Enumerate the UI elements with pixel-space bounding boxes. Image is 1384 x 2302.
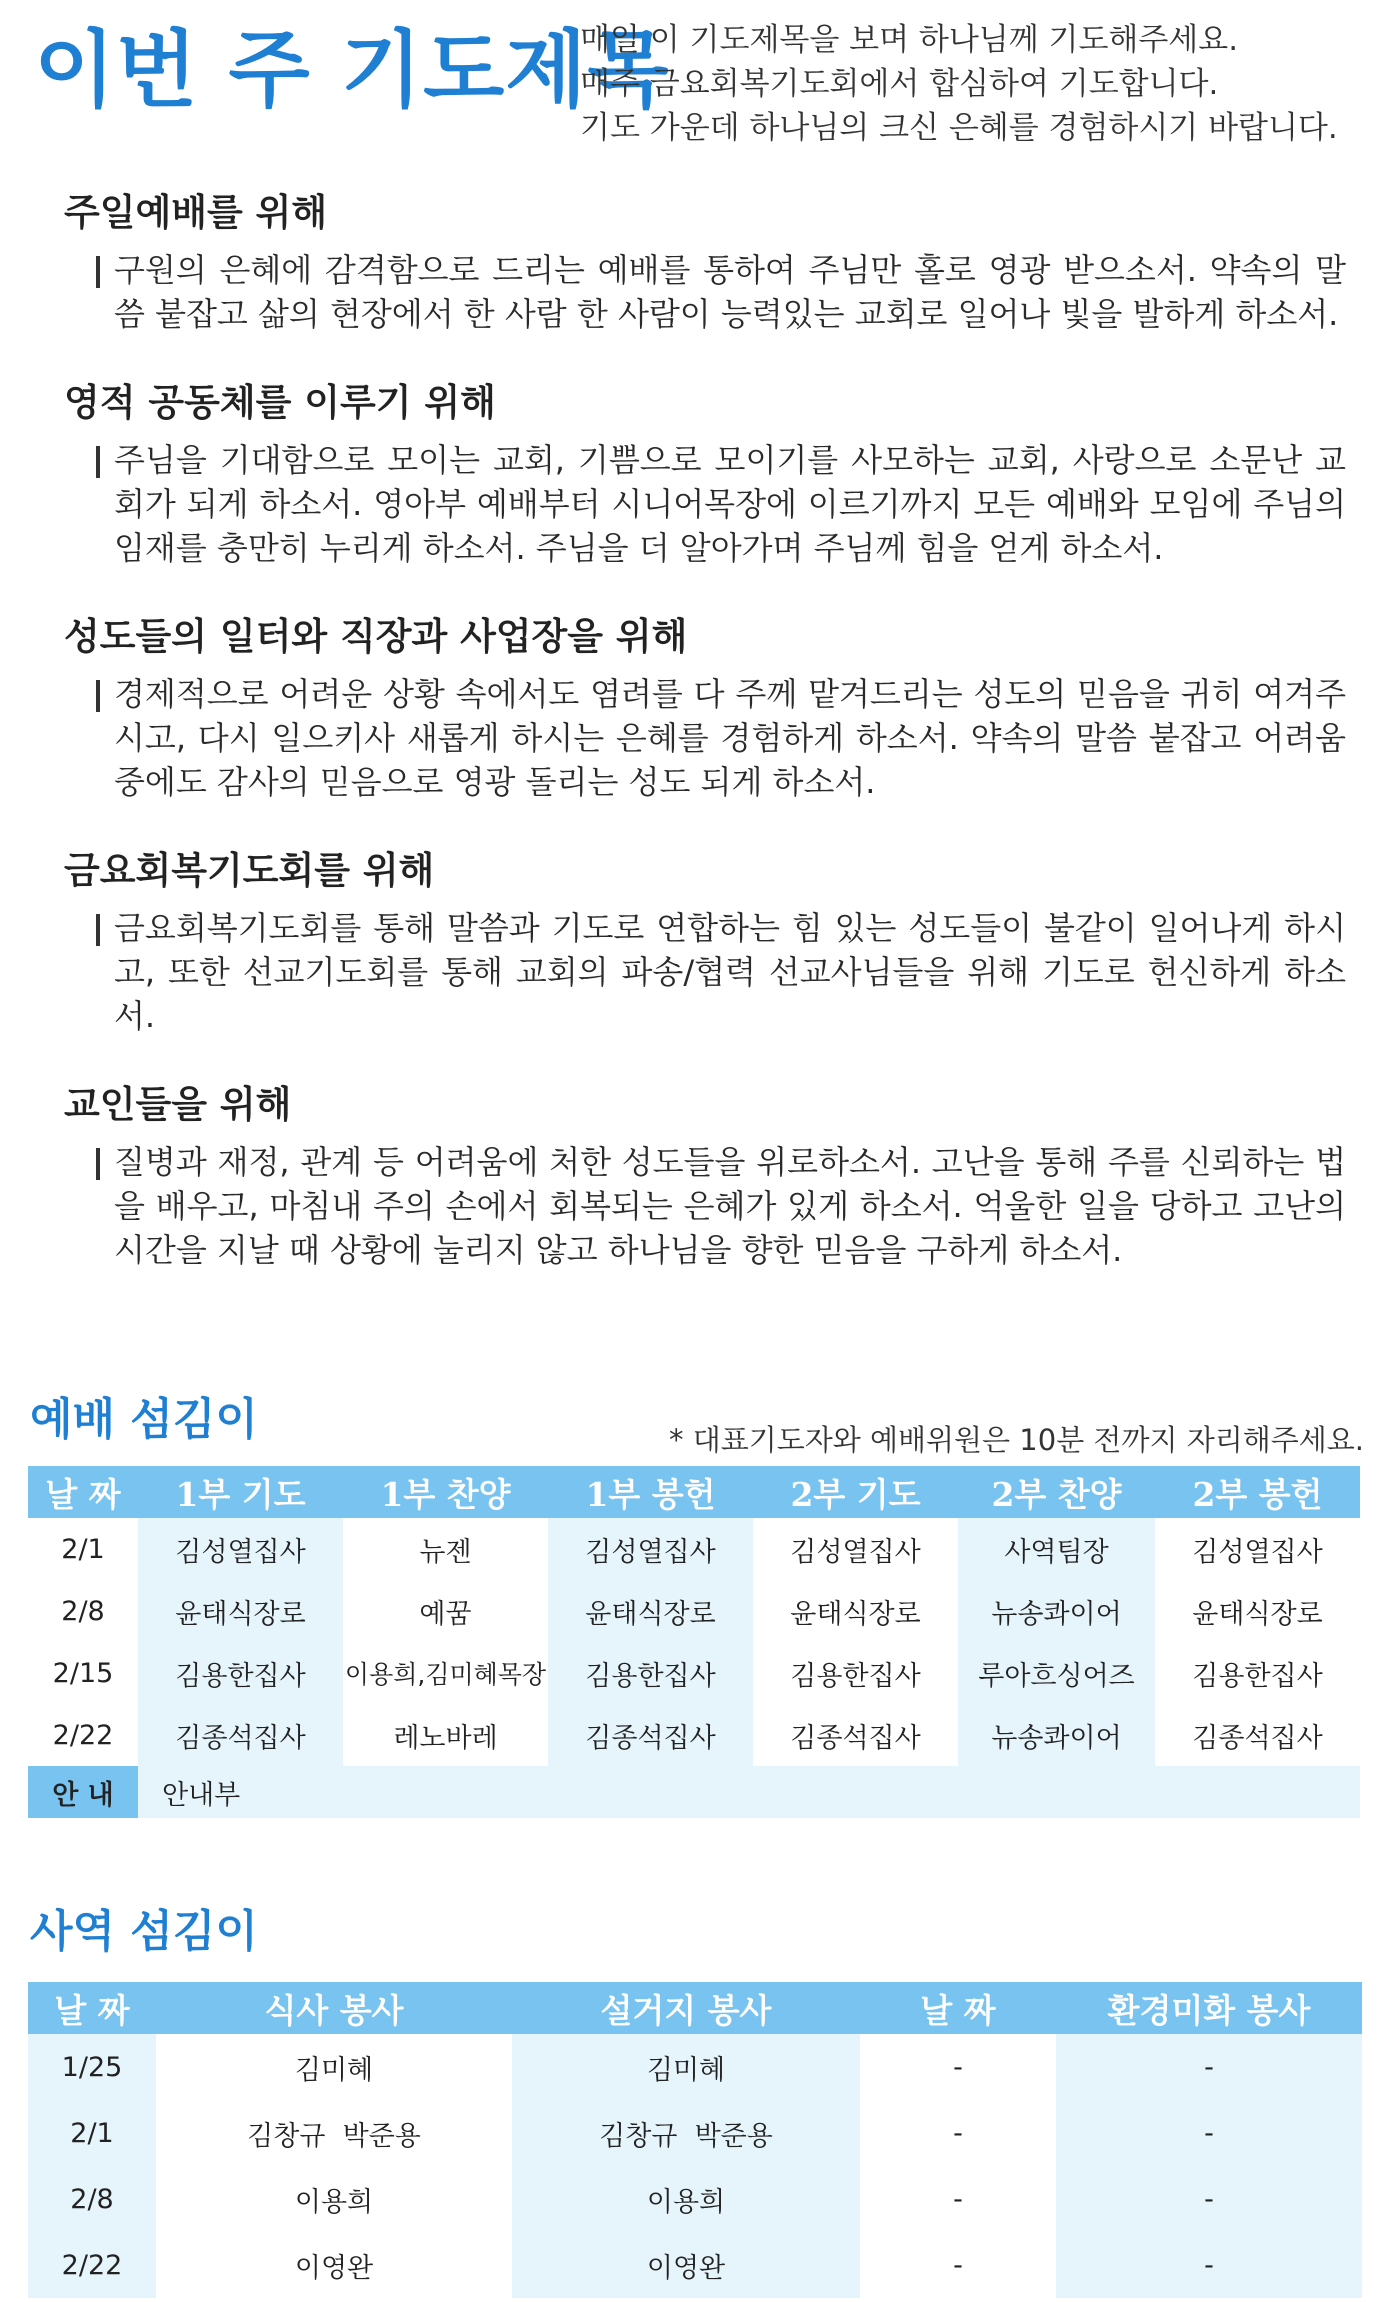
prayer-item bbox=[64, 1082, 1346, 1272]
page-title: 이번 주 기도제목 bbox=[34, 21, 670, 119]
intro-line: 매일 이 기도제목을 보며 하나님께 기도해주세요. bbox=[580, 22, 1239, 58]
table-cell: 루아흐싱어즈 bbox=[958, 1642, 1155, 1704]
table-cell: - bbox=[1056, 2034, 1362, 2100]
table-cell: 김종석집사 bbox=[138, 1704, 343, 1766]
ministry-table bbox=[28, 1982, 1362, 2298]
prayer-topics bbox=[64, 190, 1346, 1316]
table-cell: 김성열집사 bbox=[1192, 1536, 1323, 1568]
intro-line: 매주 금요회복기도회에서 합심하여 기도합니다. bbox=[580, 66, 1219, 102]
table-row bbox=[28, 2166, 1362, 2232]
table-cell: 김용한집사 bbox=[790, 1660, 921, 1692]
table-header-row bbox=[28, 1982, 1362, 2034]
table-cell: 이용희 bbox=[294, 2186, 374, 2218]
table-cell: 예꿈 bbox=[419, 1598, 472, 1630]
table-cell: 윤태식장로 bbox=[790, 1598, 921, 1630]
prayer-body: 주님을 기대함으로 모이는 교회, 기쁨으로 모이기를 사모하는 교회, 사랑으로 소문난 교회가 되게 하소서. 영아부 예배부터 시니어목장에 이르기까지 모든 예배와 모임에 주님의 임재를 충만히 누리게 하소서. 주님을 더 알아가며 주님께 힘을 얻게 하소서. bbox=[96, 438, 1346, 570]
table-cell: - bbox=[953, 2051, 963, 2083]
guide-value: 안내부 bbox=[138, 1766, 1360, 1818]
table-cell: 2/1 bbox=[28, 1518, 138, 1580]
table-cell: 뉴송콰이어 bbox=[958, 1704, 1155, 1766]
table-cell: 이영완 bbox=[294, 2252, 374, 2284]
table-cell: 윤태식장로 bbox=[548, 1580, 753, 1642]
prayer-title: 영적 공동체를 이루기 위해 bbox=[64, 381, 496, 424]
column-header: 1부 찬양 bbox=[343, 1466, 548, 1518]
table-cell: 김종석집사 bbox=[1192, 1722, 1323, 1754]
table-cell: - bbox=[1056, 2166, 1362, 2232]
table-cell: 김미혜 bbox=[512, 2034, 860, 2100]
table-cell: 이용희,김미혜목장 bbox=[344, 1660, 547, 1689]
column-header: 식사 봉사 bbox=[156, 1982, 512, 2034]
table-header-row bbox=[28, 1466, 1360, 1518]
table-cell: - bbox=[953, 2183, 963, 2215]
prayer-body: 경제적으로 어려운 상황 속에서도 염려를 다 주께 맡겨드리는 성도의 믿음을 귀히 여겨주시고, 다시 일으키사 새롭게 하시는 은혜를 경험하게 하소서. 약속의 말씀 붙잡고 어려움 중에도 감사의 믿음으로 영광 돌리는 성도 되게 하소서. bbox=[96, 672, 1346, 804]
table-cell: 김미혜 bbox=[294, 2054, 374, 2086]
column-header: 2부 봉헌 bbox=[1155, 1466, 1360, 1518]
table-row bbox=[28, 1580, 1360, 1642]
prayer-body: 금요회복기도회를 통해 말씀과 기도로 연합하는 힘 있는 성도들이 불같이 일어나게 하시고, 또한 선교기도회를 통해 교회의 파송/협력 선교사님들을 위해 기도로 헌신하게 하소서. bbox=[96, 906, 1346, 1038]
table-cell: 김용한집사 bbox=[1192, 1660, 1323, 1692]
table-cell: 2/22 bbox=[28, 1704, 138, 1766]
table-row bbox=[28, 2034, 1362, 2100]
table-cell: - bbox=[953, 2117, 963, 2149]
table-cell: 뉴젠 bbox=[419, 1536, 472, 1568]
table-cell: 2/1 bbox=[28, 2100, 156, 2166]
ministry-section-title: 사역 섬김이 bbox=[30, 1906, 258, 1957]
intro-line: 기도 가운데 하나님의 크신 은혜를 경험하시기 바랍니다. bbox=[580, 110, 1338, 146]
table-cell: 레노바레 bbox=[393, 1722, 498, 1754]
table-cell: - bbox=[953, 2249, 963, 2281]
table-cell: 김성열집사 bbox=[548, 1518, 753, 1580]
column-header: 2부 기도 bbox=[753, 1466, 958, 1518]
column-header: 설거지 봉사 bbox=[512, 1982, 860, 2034]
guide-label: 안 내 bbox=[28, 1766, 138, 1818]
prayer-title: 성도들의 일터와 직장과 사업장을 위해 bbox=[64, 615, 688, 658]
table-cell: 1/25 bbox=[28, 2034, 156, 2100]
table-cell: 김종석집사 bbox=[790, 1722, 921, 1754]
worship-table bbox=[28, 1466, 1360, 1818]
table-cell: 윤태식장로 bbox=[138, 1580, 343, 1642]
column-header: 날 짜 bbox=[28, 1982, 156, 2034]
table-cell: 김성열집사 bbox=[138, 1518, 343, 1580]
column-header: 1부 기도 bbox=[138, 1466, 343, 1518]
table-cell: 2/22 bbox=[28, 2232, 156, 2298]
prayer-item bbox=[64, 190, 1346, 336]
prayer-item bbox=[64, 380, 1346, 570]
table-cell: - bbox=[1056, 2100, 1362, 2166]
prayer-item bbox=[64, 848, 1346, 1038]
table-cell: 사역팀장 bbox=[958, 1518, 1155, 1580]
table-cell: - bbox=[1056, 2232, 1362, 2298]
table-row bbox=[28, 2232, 1362, 2298]
table-cell: 이용희 bbox=[512, 2166, 860, 2232]
prayer-title: 주일예배를 위해 bbox=[64, 191, 328, 234]
table-row bbox=[28, 1518, 1360, 1580]
column-header: 1부 봉헌 bbox=[548, 1466, 753, 1518]
table-cell: 김종석집사 bbox=[548, 1704, 753, 1766]
table-row bbox=[28, 1704, 1360, 1766]
prayer-body: 질병과 재정, 관계 등 어려움에 처한 성도들을 위로하소서. 고난을 통해 주를 신뢰하는 법을 배우고, 마침내 주의 손에서 회복되는 은혜가 있게 하소서. 억울한 일을 당하고 고난의 시간을 지날 때 상황에 눌리지 않고 하나님을 향한 믿음을 구하게 하소서. bbox=[96, 1140, 1346, 1272]
worship-section-title: 예배 섬김이 bbox=[30, 1394, 258, 1445]
prayer-title: 금요회복기도회를 위해 bbox=[64, 849, 435, 892]
column-header: 환경미화 봉사 bbox=[1056, 1982, 1362, 2034]
table-cell: 2/15 bbox=[28, 1642, 138, 1704]
header bbox=[34, 14, 1364, 144]
table-row bbox=[28, 1642, 1360, 1704]
table-row bbox=[28, 2100, 1362, 2166]
table-cell: 김용한집사 bbox=[548, 1642, 753, 1704]
prayer-title: 교인들을 위해 bbox=[64, 1083, 292, 1126]
table-cell: 2/8 bbox=[28, 1580, 138, 1642]
prayer-item bbox=[64, 614, 1346, 804]
prayer-body: 구원의 은혜에 감격함으로 드리는 예배를 통하여 주님만 홀로 영광 받으소서. 약속의 말씀 붙잡고 삶의 현장에서 한 사람 한 사람이 능력있는 교회로 일어나 빛을 발하게 하소서. bbox=[96, 248, 1346, 336]
table-cell: 이영완 bbox=[512, 2232, 860, 2298]
table-cell: 김성열집사 bbox=[790, 1536, 921, 1568]
table-cell: 김용한집사 bbox=[138, 1642, 343, 1704]
table-cell: 2/8 bbox=[28, 2166, 156, 2232]
intro-text bbox=[580, 18, 1370, 150]
table-cell: 윤태식장로 bbox=[1192, 1598, 1323, 1630]
column-header: 날 짜 bbox=[28, 1466, 138, 1518]
worship-note: * 대표기도자와 예배위원은 10분 전까지 자리해주세요. bbox=[668, 1423, 1364, 1457]
column-header: 2부 찬양 bbox=[958, 1466, 1155, 1518]
guide-row bbox=[28, 1766, 1360, 1818]
table-cell: 뉴송콰이어 bbox=[958, 1580, 1155, 1642]
column-header: 날 짜 bbox=[860, 1982, 1056, 2034]
table-cell: 김창규 박준용 bbox=[512, 2100, 860, 2166]
table-cell: 김창규 박준용 bbox=[247, 2120, 421, 2152]
